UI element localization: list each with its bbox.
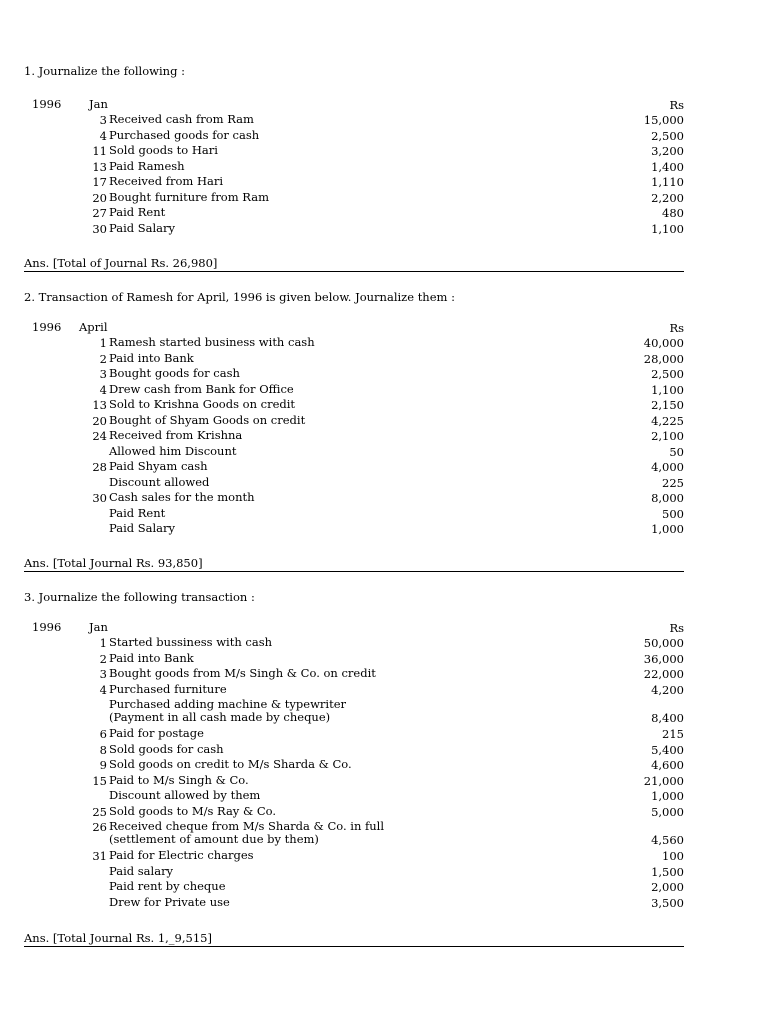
transaction-day: 31	[92, 849, 107, 863]
transaction-day: 20	[92, 190, 107, 205]
transaction-day: 20	[92, 413, 107, 428]
transaction-description: Purchased furniture	[109, 681, 227, 696]
transaction-amount: 36,000	[643, 651, 684, 666]
transaction-amount: 50	[669, 444, 684, 459]
transaction-row	[24, 175, 684, 191]
transaction-row	[24, 222, 684, 238]
transaction-day: 13	[92, 398, 107, 412]
transaction-row	[24, 667, 684, 683]
transaction-description: Ramesh started business with cash	[109, 335, 315, 349]
transaction-row	[24, 144, 684, 160]
section-divider	[24, 271, 684, 272]
transaction-description: Received cheque from M/s Sharda & Co. in full	[109, 819, 385, 833]
currency-header: Rs	[669, 321, 684, 335]
transaction-amount: 2,200	[651, 190, 684, 205]
transaction-amount: 15,000	[643, 113, 684, 127]
transaction-day: 1	[99, 636, 107, 650]
transaction-description: Bought furniture from Ram	[109, 189, 269, 204]
transaction-day: 4	[99, 682, 107, 697]
transaction-row	[24, 429, 684, 445]
transaction-description: Sold goods for cash	[109, 741, 224, 756]
transaction-row	[24, 896, 684, 912]
transaction-amount: 1,400	[651, 159, 684, 174]
transaction-description: Bought goods for cash	[109, 366, 240, 380]
transaction-day: 9	[99, 758, 107, 772]
transaction-amount: 50,000	[643, 636, 684, 650]
transaction-description: Allowed him Discount	[109, 443, 237, 458]
transaction-amount: 1,100	[651, 382, 684, 397]
transaction-amount: 4,225	[651, 413, 684, 428]
transaction-row	[24, 336, 684, 352]
transaction-amount: 1,100	[651, 221, 684, 236]
transaction-day: 3	[99, 367, 107, 381]
transaction-amount: 500	[662, 506, 684, 521]
transaction-description: Discount allowed by them	[109, 788, 261, 802]
transaction-description: Paid into Bank	[109, 650, 194, 665]
transaction-description: Purchased goods for cash	[109, 127, 260, 142]
transaction-row	[24, 789, 684, 805]
transaction-amount: 4,600	[651, 758, 684, 772]
transaction-row	[24, 849, 684, 865]
transaction-description: Sold goods to M/s Ray & Co.	[109, 803, 277, 818]
month-label: April	[79, 320, 108, 334]
transaction-day: 11	[92, 144, 107, 158]
year-label: 1996	[32, 97, 62, 111]
transaction-day: 25	[92, 804, 107, 819]
transaction-amount: 28,000	[643, 351, 684, 366]
transaction-amount: 21,000	[643, 773, 684, 788]
month-label: Jan	[89, 620, 108, 634]
transaction-amount: 1,000	[651, 789, 684, 803]
transaction-amount: 2,000	[651, 880, 684, 894]
transaction-description: Paid Ramesh	[109, 158, 185, 173]
transaction-description: Bought of Shyam Goods on credit	[109, 412, 306, 427]
transaction-description: Purchased adding machine & typewriter	[109, 697, 347, 711]
transaction-description: Started bussiness with cash	[109, 635, 273, 649]
transaction-description: Received cash from Ram	[109, 112, 254, 126]
transaction-description: Received from Hari	[109, 174, 224, 188]
transaction-description: Drew cash from Bank for Office	[109, 381, 294, 396]
transaction-amount: 225	[662, 475, 684, 490]
exercise-2-title: 2. Transaction of Ramesh for April, 1996 is given below. Journalize them :	[24, 290, 455, 304]
transaction-description: Received from Krishna	[109, 428, 243, 442]
exercise-3-title: 3. Journalize the following transaction :	[24, 590, 255, 604]
year-label: 1996	[32, 620, 62, 634]
transaction-day: 8	[99, 742, 107, 757]
transaction-amount: 5,000	[651, 804, 684, 819]
transaction-description: Paid Rent	[109, 505, 166, 520]
transaction-row	[24, 880, 684, 896]
transaction-row	[24, 758, 684, 774]
transaction-row	[24, 636, 684, 652]
transaction-row	[24, 819, 684, 847]
transaction-day: 3	[99, 667, 107, 681]
transaction-row	[24, 491, 684, 507]
transaction-description: Paid into Bank	[109, 350, 194, 365]
transaction-amount: 3,200	[651, 144, 684, 158]
transaction-row	[24, 398, 684, 414]
transaction-row	[24, 367, 684, 383]
transaction-day: 24	[92, 429, 107, 443]
transaction-day: 2	[99, 651, 107, 666]
transaction-amount: 8,400	[651, 711, 684, 725]
transaction-day: 6	[99, 727, 107, 741]
transaction-amount: 40,000	[643, 336, 684, 350]
transaction-amount: 4,000	[651, 460, 684, 474]
answer-total: Ans. [Total of Journal Rs. 26,980]	[24, 256, 218, 270]
transaction-amount: 1,110	[651, 175, 684, 189]
transaction-row	[24, 206, 684, 222]
transaction-description: Paid Salary	[109, 220, 176, 235]
transaction-day: 15	[92, 773, 107, 788]
transaction-description: Drew for Private use	[109, 894, 230, 909]
transaction-amount: 8,000	[651, 491, 684, 505]
transaction-description: Bought goods from M/s Singh & Co. on credit	[109, 666, 376, 680]
transaction-day: 26	[92, 820, 107, 834]
transaction-day: 4	[99, 128, 107, 143]
transaction-description: Paid to M/s Singh & Co.	[109, 772, 249, 787]
exercise-1-title: 1. Journalize the following :	[24, 64, 185, 78]
transaction-description: Paid for postage	[109, 726, 204, 740]
transaction-day: 30	[92, 491, 107, 505]
transaction-row	[24, 460, 684, 476]
transaction-amount: 22,000	[643, 667, 684, 681]
transaction-description: Paid Salary	[109, 521, 176, 535]
transaction-amount: 480	[662, 206, 684, 220]
transaction-amount: 4,560	[651, 833, 684, 847]
transaction-amount: 100	[662, 849, 684, 863]
transaction-amount: 5,400	[651, 742, 684, 757]
transaction-day: 2	[99, 351, 107, 366]
section-divider	[24, 946, 684, 947]
transaction-description: Paid rent by cheque	[109, 879, 226, 893]
answer-total: Ans. [Total Journal Rs. 1,_9,515]	[24, 931, 212, 945]
transaction-amount: 1,500	[651, 864, 684, 879]
transaction-day: 1	[99, 336, 107, 350]
year-label: 1996	[32, 320, 62, 334]
transaction-row	[24, 113, 684, 129]
transaction-row	[24, 522, 684, 538]
answer-total: Ans. [Total Journal Rs. 93,850]	[24, 556, 203, 570]
transaction-description: Paid salary	[109, 863, 174, 878]
transaction-description: Paid for Electric charges	[109, 848, 254, 862]
transaction-amount: 3,500	[651, 895, 684, 910]
transaction-amount: 2,500	[651, 128, 684, 143]
transaction-day: 4	[99, 382, 107, 397]
transaction-amount: 2,500	[651, 367, 684, 381]
transaction-day: 30	[92, 221, 107, 236]
transaction-amount: 1,000	[651, 522, 684, 536]
transaction-row	[24, 727, 684, 743]
transaction-description-continued: (settlement of amount due by them)	[109, 832, 319, 846]
transaction-amount: 215	[662, 727, 684, 741]
transaction-description: Discount allowed	[109, 474, 210, 489]
transaction-day: 3	[99, 113, 107, 127]
month-label: Jan	[89, 97, 108, 111]
transaction-amount: 2,100	[651, 429, 684, 443]
transaction-description: Sold goods to Hari	[109, 143, 218, 157]
transaction-day: 28	[92, 460, 107, 474]
transaction-row	[24, 697, 684, 725]
transaction-day: 13	[92, 159, 107, 174]
transaction-amount: 2,150	[651, 398, 684, 412]
currency-header: Rs	[669, 621, 684, 635]
section-divider	[24, 571, 684, 572]
transaction-description: Paid Rent	[109, 205, 166, 219]
transaction-amount: 4,200	[651, 682, 684, 697]
transaction-description-continued: (Payment in all cash made by cheque)	[109, 710, 331, 724]
transaction-description: Paid Shyam cash	[109, 459, 208, 473]
transaction-description: Cash sales for the month	[109, 490, 255, 504]
currency-header: Rs	[669, 98, 684, 112]
transaction-description: Sold goods on credit to M/s Sharda & Co.	[109, 757, 352, 771]
transaction-day: 17	[92, 175, 107, 189]
transaction-day: 27	[92, 206, 107, 220]
transaction-description: Sold to Krishna Goods on credit	[109, 397, 296, 411]
